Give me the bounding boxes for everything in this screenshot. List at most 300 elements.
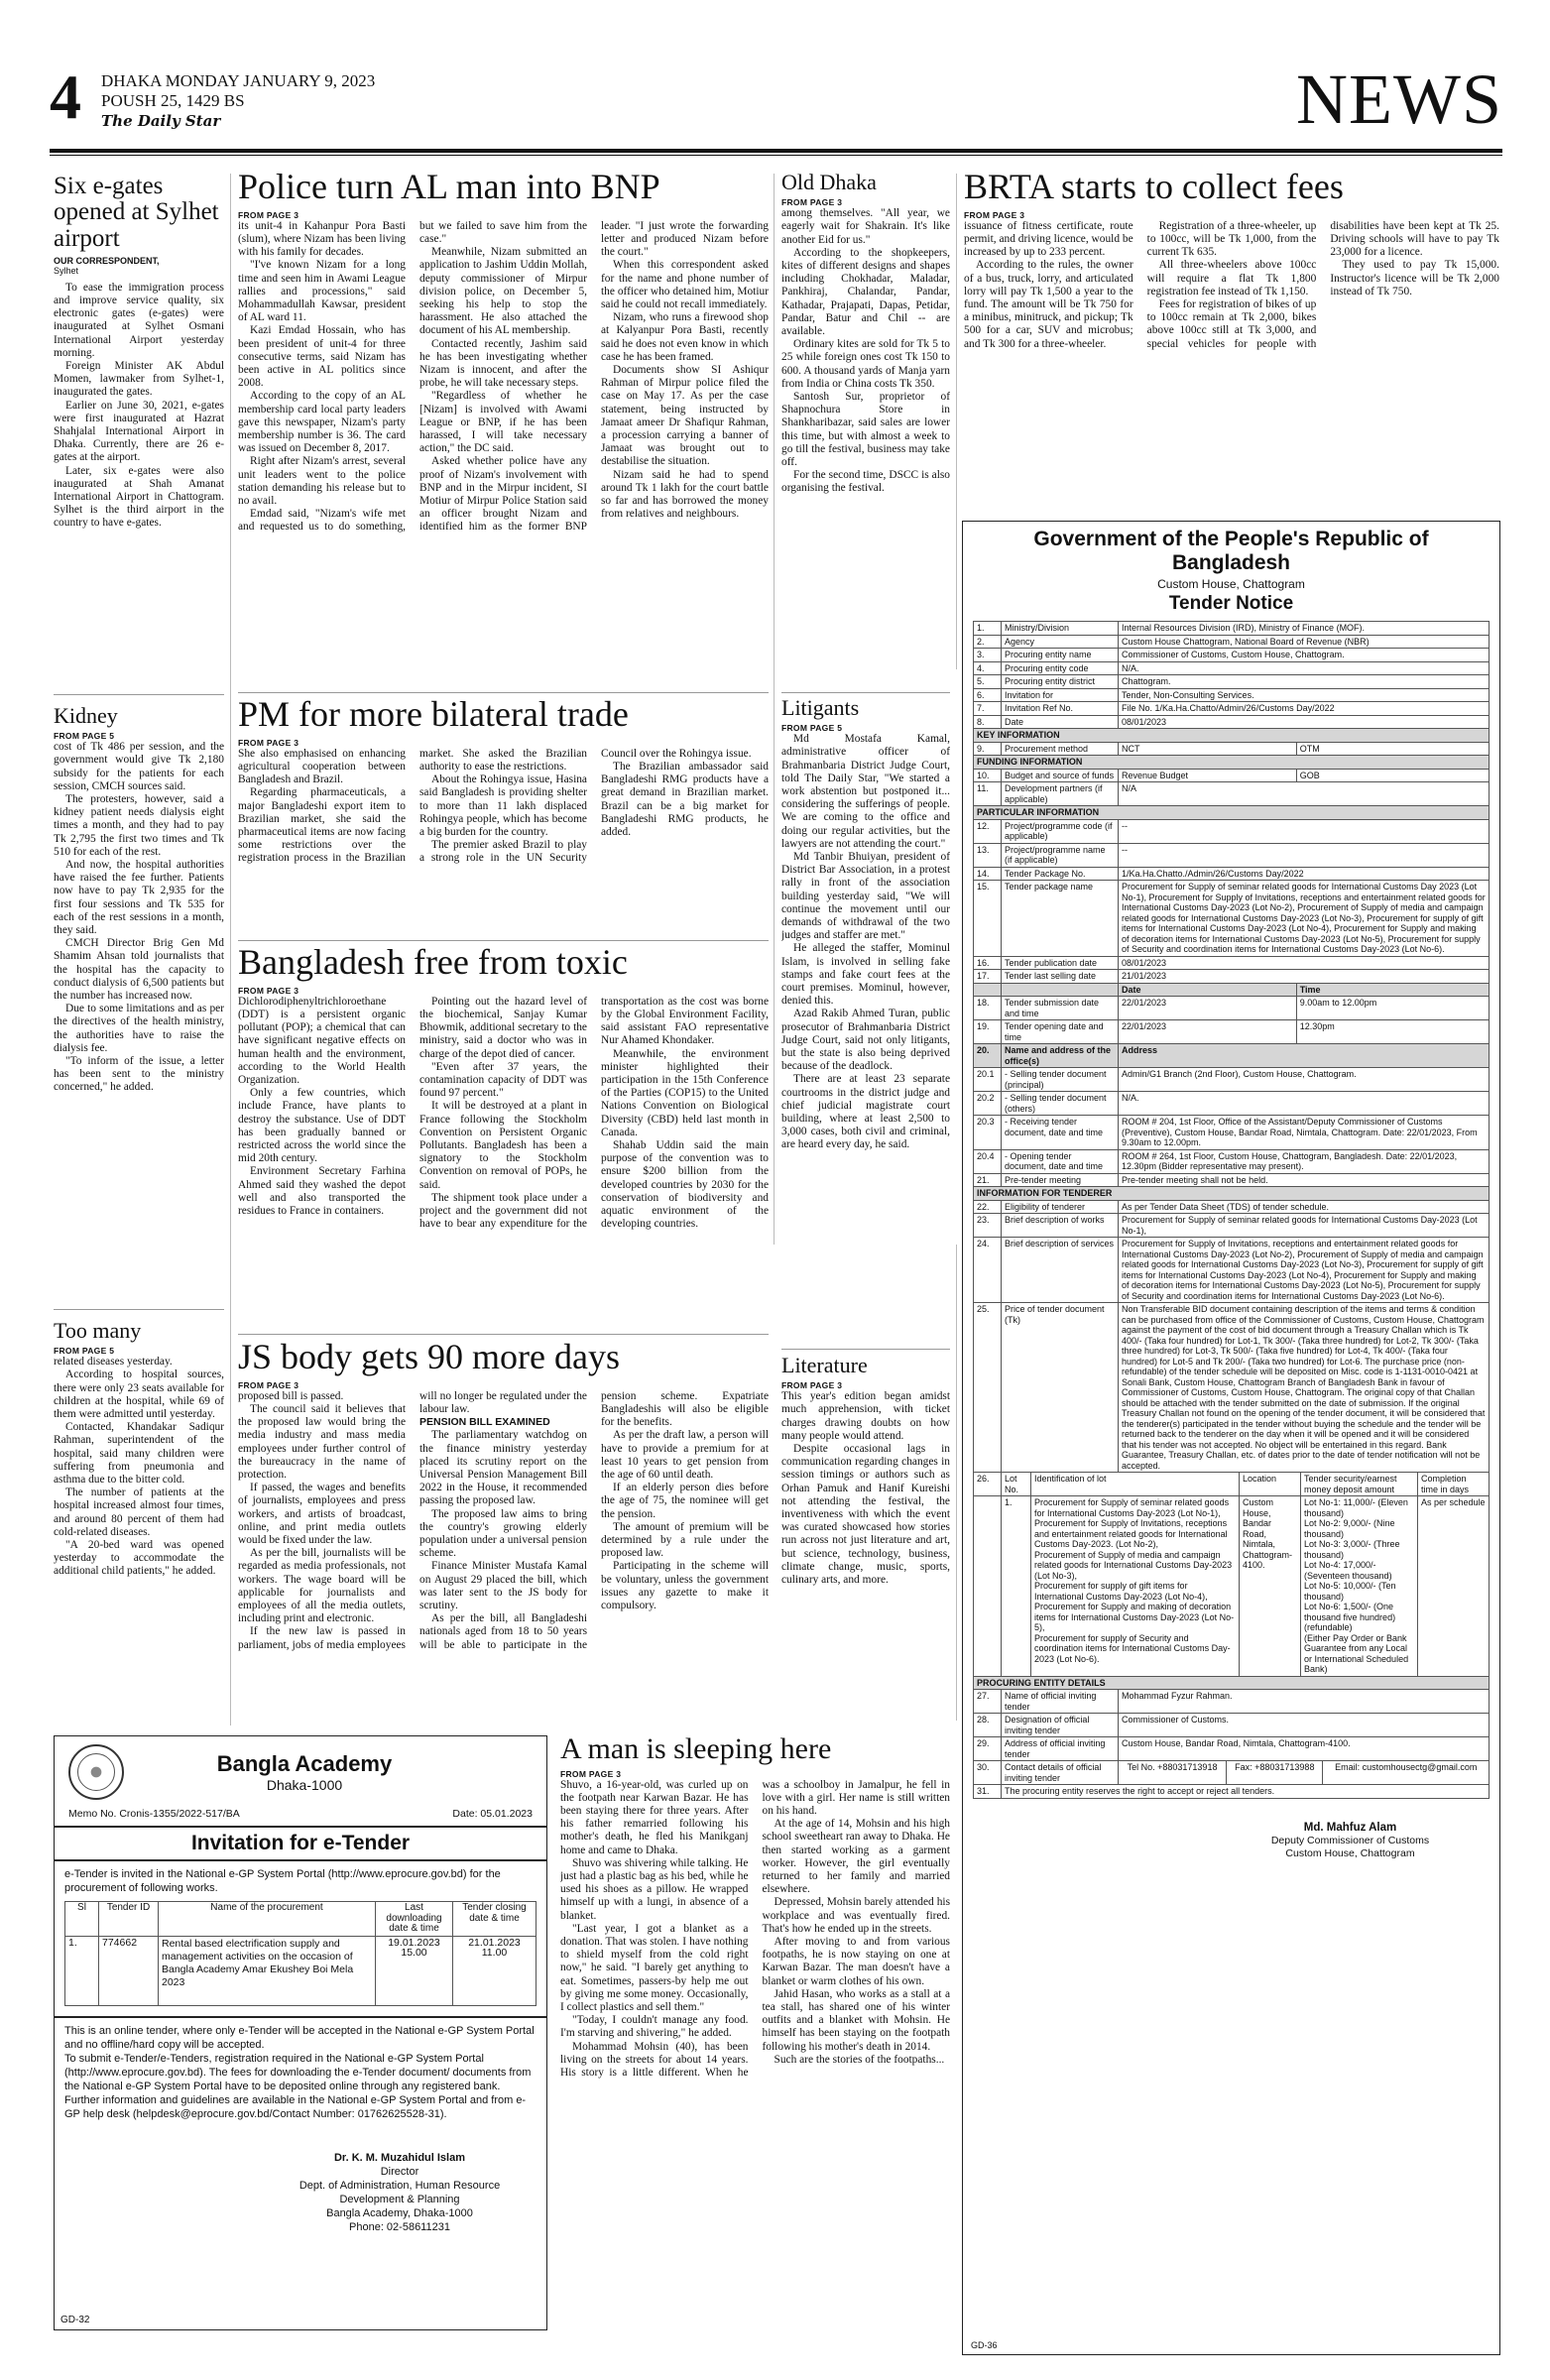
- paragraph: Later, six e-gates were also inaugurated at Shah Amanat International Airport in Chattogram. Sylhet is the third airport in the country to have e-gates.: [54, 464, 224, 530]
- cell: OTM: [1296, 742, 1489, 756]
- cell: Tender, Non-Consulting Services.: [1119, 688, 1490, 702]
- column-rule: [956, 174, 957, 669]
- memo-row: [55, 1802, 546, 1826]
- column-header: Name of the procurement: [159, 1902, 376, 1937]
- lot-item: Procurement for Supply of Invitations, receptions and entertainment related goods for International Customs Day-2023. (Lot No-2),: [1034, 1518, 1228, 1549]
- cell: 24.: [974, 1238, 1002, 1303]
- paragraph: "Last year, I got a blanket as a donation. That was stolen. I have nothing to shield myself from the cold right now," he said. "I barely get anything to eat. Sometimes, passers-by help me out by giving me some money. Occasionally, I collect plastics and sell them.": [560, 1922, 749, 2013]
- cell: - Receiving tender document, date and time: [1002, 1116, 1119, 1150]
- cell: - Selling tender document (others): [1002, 1092, 1119, 1116]
- cell: Procurement for Supply of Invitations, receptions and entertainment related goods for International Customs Day-2023 (Lot No-2), Procurement of Supply of media and campaign related goods for International Customs Day-2023 (Lot No-3), Procurement for supply of gift items for International Customs Day-2023 (Lot No-4), Procurement for Supply and making of decoration items for International Customs Day-2023 (Lot No-5), Procurement for supply of Security and coordination items for International Customs Day-2023 (Lot No-6).: [1119, 1238, 1490, 1303]
- cell: 15.: [974, 881, 1002, 957]
- cell: 17.: [974, 970, 1002, 984]
- signer-line: Custom House, Chattogram: [1285, 1846, 1415, 1859]
- date-line: DHAKA MONDAY JANUARY 9, 2023: [101, 71, 376, 90]
- cell: 1.: [65, 1936, 99, 2005]
- cell: 10.: [974, 769, 1002, 782]
- masthead-rule: [50, 149, 1502, 153]
- signer-line: Phone: 02-58611231: [349, 2220, 450, 2233]
- paragraph: Azad Rakib Ahmed Turan, public prosecutor of Brahmanbaria District Judge Court, said not only litigants, but the state is also being deprived because of the deadlock.: [781, 1008, 950, 1073]
- cell: Development partners (if applicable): [1002, 782, 1119, 806]
- cell: As per Tender Data Sheet (TDS) of tender schedule.: [1119, 1200, 1490, 1214]
- paragraph: She also emphasised on enhancing agricultural cooperation between Bangladesh and Brazil.: [238, 747, 406, 786]
- table-row: [974, 1020, 1490, 1044]
- story-body: [238, 220, 769, 676]
- lot-identification: [1031, 1496, 1240, 1677]
- cell: Rental based electrification supply and management activities on the occasion of Bangla Academy Amar Ekushey Boi Mela 2023: [159, 1936, 376, 2005]
- table-row: [974, 956, 1490, 970]
- paragraph: Dichlorodiphenyltrichloroethane (DDT) is a persistent organic pollutant (POP); a chemical that can have significant negative effects on human health and the environment, according to the World Health Organization.: [238, 995, 406, 1087]
- table-row: [974, 1737, 1490, 1761]
- jump-label: FROM PAGE 3: [238, 1379, 299, 1390]
- paragraph: Only a few countries, which include France, have plants to destroy the substance. Use of DDT has been gradually banned or restricted across the world since the mid 20th century.: [238, 1087, 406, 1165]
- divider: [238, 940, 769, 941]
- paragraph: The parliamentary watchdog on the finance ministry yesterday placed its scrutiny report on the Universal Pension Management Bill 2022 in the House, it recommended passing the proposed law.: [419, 1429, 587, 1507]
- masthead-rule-thin: [50, 155, 1502, 156]
- paragraph: Kazi Emdad Hossain, who has been president of unit-4 for three consecutive terms, said Nizam has been active in AL politics since 2008.: [238, 324, 406, 390]
- cell: 25.: [974, 1303, 1002, 1473]
- divider: [54, 694, 224, 695]
- cell: Time: [1296, 983, 1489, 997]
- table-row: [974, 649, 1490, 662]
- story-body: [238, 996, 769, 1328]
- paragraph: The amount of premium will be determined by a rule under the proposed law.: [601, 1520, 769, 1560]
- section-label: PROCURING ENTITY DETAILS: [974, 1676, 1490, 1690]
- paragraph: issuance of fitness certificate, route permit, and driving licence, would be increased by up to 233 percent.: [964, 219, 1133, 259]
- paragraph: Finance Minister Mustafa Kamal on August 29 placed the bill, which was later sent to the JS body for scrutiny.: [419, 1560, 587, 1612]
- paragraph: The proposed law aims to bring the country's growing elderly population under a universal pension scheme.: [419, 1507, 587, 1560]
- section-row: [974, 983, 1490, 997]
- paragraph: He alleged the staffer, Mominul Islam, is involved in selling fake stamps and fake court fees at the court premises. Mominul, however, denied this.: [781, 942, 950, 1008]
- cell: Procurement method: [1002, 742, 1119, 756]
- paper-name: The Daily Star: [101, 112, 221, 130]
- table-row: [974, 1714, 1490, 1737]
- memo-number: Memo No. Cronis-1355/2022-517/BA: [68, 1808, 240, 1820]
- notice-title: Tender Notice: [1168, 593, 1294, 614]
- cell: - Opening tender document, date and time: [1002, 1149, 1119, 1173]
- headline: Litigants: [781, 696, 860, 720]
- cell: 11.: [974, 782, 1002, 806]
- cell: 20.2: [974, 1092, 1002, 1116]
- cell: Procurement for Supply of seminar related goods for International Customs Day 2023 (Lot No-1), Procurement for Supply of Invitations, receptions and entertainment related goods for International Customs Day-2023 (Lot No-2), Procurement of Supply of media and campaign related goods for International Customs Day-2023 (Lot No-3), Procurement for supply of gift items for International Customs Day-2023 (Lot No-4), Procurement for Supply and making of decoration items for International Customs Day-2023 (Lot No-5), Procurement for supply of Security and coordination items for International Customs Day-2023 (Lot No-6).: [1119, 881, 1490, 957]
- cell: Budget and source of funds: [1002, 769, 1119, 782]
- ad-signature: [253, 2137, 546, 2234]
- dateline-place: Sylhet: [54, 265, 79, 276]
- paragraph: Despite occasional lags in communication regarding changes in session timings or authors such as Orhan Pamuk and Hanif Kureishi not attending the festival, the inventiveness with which the event was curated showcased how stories run across not just literature and art, but science, technology, business, climate change, music, sports, culinary arts, and more.: [781, 1442, 950, 1586]
- story-body: [964, 220, 1499, 468]
- cell: Admin/G1 Branch (2nd Floor), Custom House, Chattogram.: [1119, 1068, 1490, 1092]
- headline: Police turn AL man into BNP: [238, 169, 660, 206]
- paragraph: Pointing out the hazard level of the biochemical, Sanjay Kumar Bhowmik, additional secretary to the ministry, said a doctor who was in charge of the depot died of cancer.: [419, 995, 587, 1060]
- headline: Old Dhaka: [781, 171, 877, 194]
- paragraph: They used to pay Tk 15,000. Instructor's licence will be Tk 2,000 instead of Tk 750.: [1330, 259, 1499, 298]
- cell: 21.01.2023 11.00: [453, 1936, 537, 2005]
- cell: Identification of lot: [1031, 1473, 1240, 1496]
- table-row: [974, 1496, 1490, 1677]
- gov-title: Government of the People's Republic of Bangladesh: [1033, 528, 1429, 574]
- cell: 22.: [974, 1200, 1002, 1214]
- cell: 21.: [974, 1173, 1002, 1187]
- table-row: [974, 742, 1490, 756]
- paragraph: Participating in the scheme will be voluntary, unless the government issues any gazette to make it compulsory.: [601, 1560, 769, 1612]
- cell: File No. 1/Ka.Ha.Chatto/Admin/26/Customs Day/2022: [1119, 702, 1490, 716]
- memo-date: Date: 05.01.2023: [452, 1808, 533, 1820]
- section-row: [974, 806, 1490, 820]
- paragraph: "Even after 37 years, the contamination capacity of DDT was found 97 percent.": [419, 1060, 587, 1100]
- column-header: Tender closing date & time: [453, 1902, 537, 1937]
- paragraph: The shipment took place under a project and the government did not have to bear any expenditure for the transportation as the cost was borne by the Global Environment Facility, said assistant FAO representative Nur Ahamed Khondaker.: [419, 995, 769, 1231]
- lot-item: Procurement of Supply of media and campaign related goods for International Customs Day-2023 (Lot No-3),: [1034, 1549, 1233, 1581]
- jump-label: FROM PAGE 3: [781, 197, 843, 208]
- table-row: [65, 1936, 537, 2005]
- cell: 27.: [974, 1690, 1002, 1714]
- cell: Pre-tender meeting: [1002, 1173, 1119, 1187]
- headline: Six e-gates opened at Sylhet airport: [54, 174, 219, 252]
- tender-table: [64, 1901, 537, 2006]
- table-row: [974, 1690, 1490, 1714]
- cell: The procuring entity reserves the right to accept or reject all tenders.: [1002, 1785, 1490, 1799]
- customs-tender-ad: [962, 521, 1500, 2355]
- lot-item: Procurement for Supply of seminar related goods for International Customs Day-2023 (Lot No-1),: [1034, 1497, 1230, 1518]
- paragraph: Emdad said, "Nizam's wife met and requested us to do something, but we failed to save him from the case.": [238, 219, 587, 534]
- story-old-dhaka: [781, 171, 950, 686]
- table-row: [974, 622, 1490, 636]
- paragraph: According to the shopkeepers, kites of different designs and shapes including Chokhadar, Maladar, Pankhiraj, Chalandar, Pandar, Kathadar, Prajapati, Dapas, Petidar, Pandar, Batur and Chil -- are available.: [781, 246, 950, 337]
- cell: 08/01/2023: [1119, 715, 1490, 729]
- paragraph: Md Tanbir Bhuiyan, president of District Bar Association, in a protest rally in front of the association building yesterday said, "We will continue the movement until our demands of withdrawal of the two judges and staffer are met.": [781, 850, 950, 942]
- cell: NCT: [1119, 742, 1297, 756]
- story-kidney: [54, 704, 224, 1319]
- paragraph: Shuvo, a 16-year-old, was curled up on the footpath near Karwan Bazar. He has been staying there for three years. After his father remarried following his mother's death, he fled his Manikganj home and came to Dhaka.: [560, 1778, 749, 1856]
- story-body: [781, 207, 950, 495]
- table-row: [974, 1238, 1490, 1303]
- story-sleeping: [560, 1733, 950, 2338]
- lot-amount: (Either Pay Order or Bank Guarantee from any Local or International Scheduled Bank): [1304, 1632, 1409, 1674]
- paragraph: Environment Secretary Farhina Ahmed said they washed the depot well and also transported the residues to France in containers.: [238, 1165, 406, 1218]
- cell: Date: [1119, 983, 1297, 997]
- customs-signature: [1211, 1809, 1490, 1860]
- paragraph: After moving to and from various footpaths, he is now staying on one at Karwan Bazar. The man doesn't have a blanket or warm clothes of his own.: [762, 1935, 950, 1987]
- cell: Agency: [1002, 635, 1119, 649]
- paragraph: The council said it believes that the proposed law would bring the media industry and mass media employees under further control of the bureaucracy in the name of protection.: [238, 1403, 406, 1482]
- paragraph: among themselves. "All year, we eagerly wait for Shakrain. It's like another Eid for us.": [781, 207, 950, 246]
- cell: 26.: [974, 1473, 1002, 1496]
- cell: --: [1119, 819, 1490, 843]
- cell: 28.: [974, 1714, 1002, 1737]
- jump-label: FROM PAGE 3: [238, 737, 299, 748]
- cell: Commissioner of Customs, Custom House, Chattogram.: [1119, 649, 1490, 662]
- tender-notice-table: [973, 621, 1490, 1473]
- section-label: KEY INFORMATION: [974, 729, 1490, 743]
- paragraph: This year's edition began amidst much apprehension, with ticket charges drawing doubts on how many people would attend.: [781, 1390, 950, 1442]
- cell: 7.: [974, 702, 1002, 716]
- org-name: Bangla Academy: [216, 1751, 393, 1776]
- cell: Contact details of official inviting tender: [1002, 1761, 1119, 1785]
- cell: ROOM # 204, 1st Floor, Office of the Assistant/Deputy Commissioner of Customs (Preventive), Custom House, Bandar Road, Nimtala, Chattogram. Date: 22/01/2023, From 9.30am to 12.00pm.: [1119, 1116, 1490, 1150]
- cell: 2.: [974, 635, 1002, 649]
- cell: 1/Ka.Ha.Chatto./Admin/26/Customs Day/2022: [1119, 867, 1490, 881]
- paragraph: If an elderly person dies before the age of 75, the nominee will get the pension.: [601, 1482, 769, 1520]
- paragraph: As per the draft law, a person will have to provide a premium for at least 10 years to get pension from the age of 60 until death.: [601, 1429, 769, 1482]
- cell: 1.: [974, 622, 1002, 636]
- story-toxic: [238, 944, 769, 1331]
- cell: Completion time in days: [1418, 1473, 1490, 1496]
- paragraph: When this correspondent asked for the name and phone number of the officer who detained him, Motiur said he could not recall immediately.: [601, 259, 769, 311]
- paragraph: Depressed, Mohsin barely attended his workplace and was eventually fired. That's how he ended up in the streets.: [762, 1896, 950, 1935]
- table-row: [974, 769, 1490, 782]
- lot-amount: Lot No-3: 3,000/- (Three thousand): [1304, 1539, 1400, 1560]
- paragraph: According to the copy of an AL membership card local party leaders gave this newspaper, Nizam's party membership number is 36. The card was issued on December 8, 2017.: [238, 390, 406, 455]
- headline: BRTA starts to collect fees: [964, 169, 1344, 206]
- cell: Project/programme code (if applicable): [1002, 819, 1119, 843]
- signer-name: Dr. K. M. Muzahidul Islam: [333, 2151, 466, 2164]
- cell: N/A.: [1119, 661, 1490, 675]
- headline: Literature: [781, 1354, 868, 1377]
- signature-mark: [1211, 1809, 1490, 1822]
- paragraph: Meanwhile, Nizam submitted an application to Jashim Uddin Mollah, deputy commissioner of Mirpur division police, on December 5, seeking his help to stop the harassment. He also attached the document of his AL membership.: [419, 246, 587, 337]
- lot-amount: Lot No-6: 1,500/- (One thousand five hundred) (refundable): [1304, 1602, 1396, 1632]
- section-row: [974, 1676, 1490, 1690]
- cell: 774662: [99, 1936, 159, 2005]
- paragraph: Contacted recently, Jashim said he has been investigating whether Nizam is innocent, and after the probe, he will take necessary steps.: [419, 337, 587, 390]
- cell: - Selling tender document (principal): [1002, 1068, 1119, 1092]
- cell: 31.: [974, 1785, 1002, 1799]
- ad-notes: [55, 2016, 546, 2127]
- cell: 20.4: [974, 1149, 1002, 1173]
- paragraph: Fees for registration of bikes of up to 100cc remain at Tk 2,000, bikes above 100cc still at Tk 3,000, and special vehicles for people with disabilities have been kept at Tk 25. Driving schools will have to pay Tk 23,000 for a licence.: [1146, 219, 1499, 350]
- table-row: [974, 1303, 1490, 1473]
- cell: 29.: [974, 1737, 1002, 1761]
- signer-name: Md. Mahfuz Alam: [1303, 1821, 1397, 1834]
- cell: Location: [1240, 1473, 1301, 1496]
- section-label: PARTICULAR INFORMATION: [974, 806, 1490, 820]
- column-header: Tender ID: [99, 1902, 159, 1937]
- cell: 30.: [974, 1761, 1002, 1785]
- cell: Custom House Chattogram, National Board of Revenue (NBR): [1119, 635, 1490, 649]
- paragraph: The protesters, however, said a kidney patient needs dialysis eight times a month, and they had to pay Tk 2,795 the first two times and Tk 510 for each of the rest.: [54, 792, 224, 858]
- story-body: [54, 1356, 224, 1578]
- cell: Eligibility of tenderer: [1002, 1200, 1119, 1214]
- paragraph: Meanwhile, the environment minister highlighted their participation in the 15th Conference of the Parties (COP15) to the United Nations Convention on Biological Diversity (CBD) held last month in Canada.: [601, 1047, 769, 1138]
- jump-label: FROM PAGE 3: [560, 1768, 622, 1779]
- table-row: [974, 1200, 1490, 1214]
- cell: Tender last selling date: [1002, 970, 1119, 984]
- cell: Email: customhousectg@gmail.com: [1323, 1761, 1490, 1785]
- column-header: Last downloading date & time: [376, 1902, 453, 1937]
- jump-label: FROM PAGE 5: [781, 723, 843, 734]
- paragraph: As per the bill, all Bangladeshi nationals aged from 18 to 50 years will be able to participate in the pension scheme. Expatriate Bangladeshis will also be eligible for the benefits.: [419, 1389, 769, 1651]
- cell: 21/01/2023: [1119, 970, 1490, 984]
- table-row: [974, 1473, 1490, 1496]
- cell: N/A.: [1119, 1092, 1490, 1116]
- table-row: [974, 1785, 1490, 1799]
- cell: 20.1: [974, 1068, 1002, 1092]
- ad-header: [55, 1736, 546, 1802]
- cell: Tender publication date: [1002, 956, 1119, 970]
- paragraph: Md Mostafa Kamal, administrative officer of Brahmanbaria District Judge Court, told The Daily Star, "We started a work abstention but postponed it... considering the sufferings of people. We are coming to the office and doing our regular activities, but the lawyers are not attending the court.": [781, 733, 950, 850]
- table-row: [974, 819, 1490, 843]
- jump-label: FROM PAGE 3: [238, 209, 299, 220]
- cell: 19.01.2023 15.00: [376, 1936, 453, 2005]
- table-row: [974, 635, 1490, 649]
- story-body: [560, 1779, 950, 2334]
- cell: 9.: [974, 742, 1002, 756]
- story-police: [238, 169, 769, 684]
- cell: 12.30pm: [1296, 1020, 1489, 1044]
- paragraph: "A 20-bed ward was opened yesterday to accommodate the additional child patients," he added.: [54, 1538, 224, 1578]
- jump-label: FROM PAGE 5: [54, 731, 115, 742]
- cell: Procuring entity district: [1002, 675, 1119, 689]
- paragraph: Documents show SI Ashiqur Rahman of Mirpur police filed the case on May 17. As per the case statement, being instructed by Jamaat ameer Dr Shafiqur Rahman, a procession carrying a banner of Jamaat was brought out to destabilise the situation.: [601, 364, 769, 468]
- story-body: [781, 1390, 950, 1587]
- jump-label: FROM PAGE 3: [781, 1380, 843, 1391]
- paragraph: Santosh Sur, proprietor of Shapnochura Store in Shankharibazar, said sales are lower this time, but with almost a week to go till the festival, business may take off.: [781, 390, 950, 468]
- cell: GOB: [1296, 769, 1489, 782]
- section-label: INFORMATION FOR TENDERER: [974, 1187, 1490, 1201]
- paragraph: All three-wheelers above 100cc will require a flat Tk 1,800 registration fee instead of Tk 1,150.: [1146, 259, 1317, 298]
- story-brta: [964, 169, 1499, 506]
- paragraph: According to the rules, the owner of a bus, truck, lorry, and articulated lorry will pay Tk 1,500 a year to the fund. The amount will be Tk 750 for a minibus, minitruck, and pickup; Tk 500 for a car, SUV and microbus; and Tk 300 for a three-wheeler.: [964, 259, 1133, 350]
- table-row: [974, 1116, 1490, 1150]
- headline: PM for more bilateral trade: [238, 696, 629, 734]
- cell: Invitation Ref No.: [1002, 702, 1119, 716]
- academy-seal-icon: [68, 1744, 124, 1800]
- paragraph: related diseases yesterday.: [54, 1356, 173, 1368]
- paragraph: At the age of 14, Mohsin and his high school sweetheart ran away to Dhaka. He then started working as a garment worker. However, the girl eventually returned to her family and married elsewhere.: [762, 1818, 950, 1896]
- cell: Designation of official inviting tender: [1002, 1714, 1119, 1737]
- paragraph: If the new law is passed in parliament, jobs of media employees will no longer be regulated under the labour law.: [238, 1389, 587, 1651]
- cell: Lot No.: [1002, 1473, 1031, 1496]
- table-row: [974, 1092, 1490, 1116]
- paragraph: its unit-4 in Kahanpur Pora Basti (slum), where Nizam has been living with his family for decades.: [238, 219, 406, 259]
- office-name: Custom House, Chattogram: [1157, 577, 1305, 591]
- column-rule: [956, 1245, 957, 1721]
- paragraph: Regarding pharmaceuticals, a major Bangladeshi export item to Brazilian market, she said the pharmaceutical items are now facing some restrictions over the registration process in the Brazilian market. She asked the Brazilian authority to ease the restrictions.: [238, 747, 587, 865]
- byline: OUR CORRESPONDENT,: [54, 255, 160, 266]
- cell: Address of official inviting tender: [1002, 1737, 1119, 1761]
- cell: 19.: [974, 1020, 1002, 1044]
- ad-heading: Invitation for e-Tender: [55, 1826, 546, 1861]
- cell: Fax: +88031713988: [1227, 1761, 1323, 1785]
- table-row: [974, 661, 1490, 675]
- paragraph: Asked whether police have any proof of Nizam's involvement with BNP and in the Mirpur incident, SI Motiur of Mirpur Police Station said an officer brought Nizam and identified him as the former BNP leader. "I just wrote the forwarding letter and produced Nizam before the court.": [419, 219, 769, 534]
- paragraph: Registration of a three-wheeler, up to 100cc, will be Tk 1,000, from the current Tk 635.: [1146, 219, 1317, 259]
- column-rule: [230, 174, 231, 1726]
- lot-table: [973, 1472, 1490, 1677]
- cell: 23.: [974, 1214, 1002, 1238]
- lot-item: Procurement for supply of gift items for International Customs Day-2023 (Lot No-4),: [1034, 1581, 1208, 1602]
- section-row: [974, 756, 1490, 770]
- note: This is an online tender, where only e-Tender will be accepted in the National e-GP System Portal and no offline/hard copy will be accepted.: [64, 2024, 535, 2051]
- story-litigants: [781, 696, 950, 1341]
- cell: Custom House, Bandar Road, Nimtala, Chattogram-4100.: [1119, 1737, 1490, 1761]
- table-row: [974, 843, 1490, 867]
- signer-line: Deputy Commissioner of Customs: [1270, 1834, 1430, 1846]
- paragraph: For the second time, DSCC is also organising the festival.: [781, 469, 950, 495]
- cell: 1.: [1002, 1496, 1031, 1677]
- table-row: [974, 1068, 1490, 1092]
- headline: Too many: [54, 1319, 142, 1343]
- cell: 5.: [974, 675, 1002, 689]
- cell: As per schedule: [1418, 1496, 1490, 1677]
- divider: [781, 692, 950, 693]
- cell: 18.: [974, 997, 1002, 1020]
- lot-item: Procurement for supply of Security and coordination items for International Customs Day-2023 (Lot No-6).: [1034, 1632, 1231, 1664]
- paragraph: CMCH Director Brig Gen Md Shamim Ahsan told journalists that the hospital has the capacity to conduct dialysis of 6,500 patients but the number has increased now.: [54, 937, 224, 1002]
- story-egates: [54, 174, 224, 689]
- cell: 08/01/2023: [1119, 956, 1490, 970]
- paragraph: Shahab Uddin said the main purpose of the convention was to ensure $200 billion from the developed countries by 2030 for the conservation of biodiversity and aquatic environment of the developing countries.: [601, 1139, 769, 1231]
- paragraph: The premier asked Brazil to play a strong role in the UN Security Council over the Rohingya issue.: [419, 747, 752, 865]
- table-row: [974, 782, 1490, 806]
- cell: 4.: [974, 661, 1002, 675]
- cell: Brief description of works: [1002, 1214, 1119, 1238]
- table-row: [974, 881, 1490, 957]
- signer-line: Director: [380, 2165, 419, 2178]
- table-row: [974, 970, 1490, 984]
- cell: 6.: [974, 688, 1002, 702]
- table-row: [974, 702, 1490, 716]
- cell: 20.3: [974, 1116, 1002, 1150]
- paragraph: Due to some limitations and as per the directives of the health ministry, the authorities have to raise the dialysis fee.: [54, 1003, 224, 1054]
- subheading: PENSION BILL EXAMINED: [419, 1416, 550, 1429]
- headline: A man is sleeping here: [560, 1733, 832, 1765]
- jump-label: FROM PAGE 5: [54, 1346, 115, 1357]
- paragraph: Contacted, Khandakar Sadiqur Rahman, superintendent of the hospital, said many children were suffering from pneumonia and asthma due to the bitter cold.: [54, 1421, 224, 1486]
- story-too-many: [54, 1319, 224, 1726]
- cell: 8.: [974, 715, 1002, 729]
- paragraph: Foreign Minister AK Abdul Momen, lawmaker from Sylhet-1, inaugurated the gates.: [54, 359, 224, 399]
- cell: 20.: [974, 1044, 1002, 1068]
- ad-code: GD-32: [60, 2315, 90, 2325]
- cell: Name and address of the office(s): [1002, 1044, 1119, 1068]
- paragraph: The number of patients at the hospital increased almost four times, and around 80 percent of them had cold-related diseases.: [54, 1487, 224, 1538]
- section-title: NEWS: [1296, 60, 1502, 139]
- lot-amount: Lot No-2: 9,000/- (Nine thousand): [1304, 1518, 1395, 1539]
- paragraph: Shuvo was shivering while talking. He just had a plastic bag as his bed, while he used his shoes as a pillow. He wrapped himself up with a lungi, in absence of a blanket.: [560, 1856, 749, 1922]
- cell: 14.: [974, 867, 1002, 881]
- paragraph: It will be destroyed at a plant in France following the Stockholm Convention on Persistent Organic Pollutants. Bangladesh has been a signatory to the Stockholm Convention on removal of POPs, he said.: [419, 1100, 587, 1191]
- story-body: [781, 733, 950, 1152]
- story-literature: [781, 1354, 950, 1721]
- cell: ROOM # 264, 1st Floor, Custom House, Chattogram, Bangladesh. Date: 22/01/2023, 12.30pm (Bidder representative may present).: [1119, 1149, 1490, 1173]
- signature-mark: [253, 2137, 546, 2151]
- cell: Name of official inviting tender: [1002, 1690, 1119, 1714]
- cell: 22/01/2023: [1119, 1020, 1297, 1044]
- paragraph: Right after Nizam's arrest, several unit leaders went to the police station demanding his release but to no avail.: [238, 455, 406, 508]
- paragraph: According to hospital sources, there were only 23 seats available for children at the hospital, while 69 of them were admitted until yesterday.: [54, 1368, 224, 1420]
- section-row: [974, 1044, 1490, 1068]
- lot-amount: Lot No-5: 10,000/- (Ten thousand): [1304, 1581, 1396, 1602]
- story-pm-trade: [238, 696, 769, 944]
- paragraph: cost of Tk 486 per session, and the government would give Tk 2,180 subsidy for the patients for each session, CMCH sources said.: [54, 741, 224, 792]
- note: To submit e-Tender/e-Tenders, registration required in the National e-GP System Portal (http://www.eprocure.gov.bd). The fees for downloading the e-Tender document/ documents from the National e-GP System Portal have to be deposited online through any registered bank.: [64, 2052, 532, 2092]
- lot-security: [1301, 1496, 1418, 1677]
- headline: Bangladesh free from toxic: [238, 944, 628, 982]
- paragraph: To ease the immigration process and improve service quality, six electronic gates (e-gates) were inaugurated at Sylhet Osmani International Airport yesterday morning.: [54, 281, 224, 359]
- cell: Brief description of services: [1002, 1238, 1119, 1303]
- paragraph: If passed, the wages and benefits of journalists, employees and press workers, and artists of broadcast, online, and print media outlets would be fixed under the law.: [238, 1482, 406, 1547]
- column-rule: [774, 174, 775, 1245]
- cell: Tender opening date and time: [1002, 1020, 1119, 1044]
- cell: Revenue Budget: [1119, 769, 1297, 782]
- paragraph: The Brazilian ambassador said Bangladeshi RMG products have a great demand in Brazilian market. Brazil can be a big market for Bangladeshi RMG products, he added.: [601, 761, 769, 839]
- ad-code: GD-36: [971, 2340, 998, 2350]
- page-number: 4: [50, 61, 81, 132]
- cell: Mohammad Fyzur Rahman.: [1119, 1690, 1490, 1714]
- divider: [54, 1309, 224, 1310]
- divider: [238, 1334, 769, 1335]
